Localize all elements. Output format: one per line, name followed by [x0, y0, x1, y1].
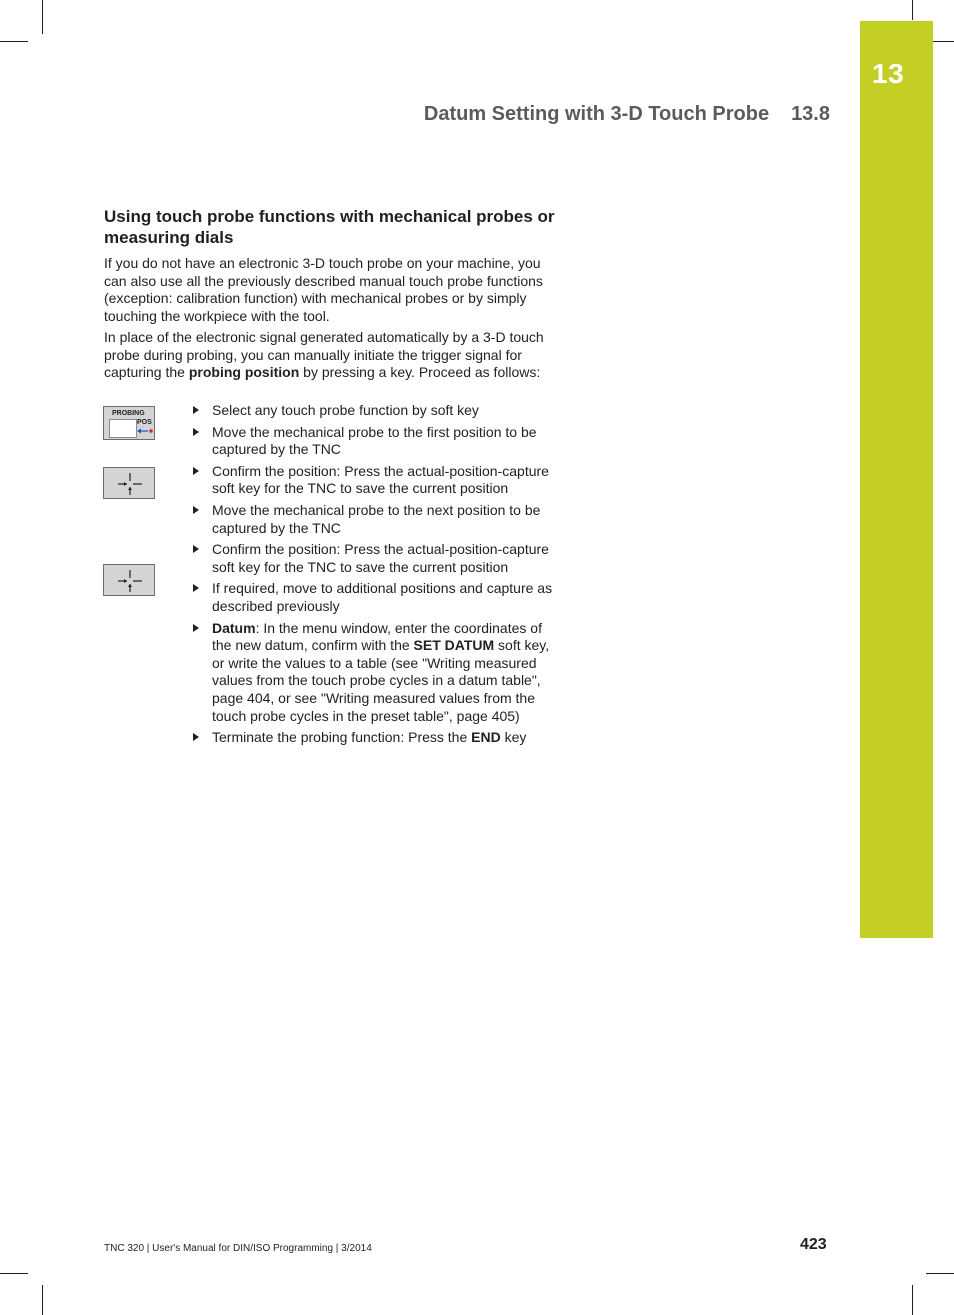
section-title: Using touch probe functions with mechanical probes or measuring dials — [104, 207, 555, 247]
capture-position-softkey — [103, 564, 155, 596]
crop-mark — [926, 1273, 954, 1274]
step-item: Select any touch probe function by soft key — [193, 402, 553, 420]
probing-box — [109, 419, 137, 438]
running-head-section: 13.8 — [791, 103, 830, 125]
probing-pos-icon — [136, 427, 154, 435]
actual-position-capture-icon — [104, 468, 156, 500]
bullet-triangle-icon — [193, 467, 199, 475]
key-name: END — [471, 729, 501, 746]
footer-text: TNC 320 | User's Manual for DIN/ISO Programming | 3/2014 — [104, 1243, 372, 1254]
bullet-triangle-icon — [193, 406, 199, 414]
running-head — [424, 103, 830, 126]
emphasis: probing position — [188, 364, 300, 381]
bullet-triangle-icon — [193, 506, 199, 514]
chapter-number: 13 — [872, 58, 905, 89]
actual-position-capture-icon — [104, 565, 156, 597]
key-name: Datum — [212, 619, 256, 636]
step-item: If required, move to additional positions and capture as described previously — [193, 580, 553, 615]
chapter-tab — [860, 21, 933, 938]
step-item: Terminate the probing function: Press the END key — [193, 729, 553, 747]
paragraph: In place of the electronic signal generated automatically by a 3-D touch probe during probing, you can manually initiate the trigger signal for capturing the probing position by pressing a key. Proceed as follows: — [104, 329, 544, 381]
step-item: Confirm the position: Press the actual-position-capture soft key for the TNC to save the current position — [193, 463, 553, 498]
softkey-name: SET DATUM — [413, 637, 495, 654]
crop-mark — [42, 1285, 43, 1315]
crop-mark — [912, 0, 913, 20]
crop-mark — [42, 0, 43, 34]
probing-label: PROBING — [112, 410, 145, 417]
page-number: 423 — [800, 1236, 827, 1253]
step-list — [193, 402, 553, 751]
bullet-triangle-icon — [193, 733, 199, 741]
bullet-triangle-icon — [193, 584, 199, 592]
bullet-triangle-icon — [193, 428, 199, 436]
step-item: Confirm the position: Press the actual-position-capture soft key for the TNC to save the current position — [193, 541, 553, 576]
probing-pos-softkey — [103, 406, 155, 440]
capture-position-softkey — [103, 467, 155, 499]
crop-mark — [912, 1285, 913, 1315]
bullet-triangle-icon — [193, 545, 199, 553]
paragraph: If you do not have an electronic 3-D touch probe on your machine, you can also use all the previously described manual touch probe functions (exception: calibration function) with mechanical probes or by simply touching the workpiece with the tool. — [104, 255, 543, 324]
bullet-triangle-icon — [193, 624, 199, 632]
crop-mark — [0, 1273, 28, 1274]
step-item: Move the mechanical probe to the first position to be captured by the TNC — [193, 424, 553, 459]
crop-mark — [0, 41, 28, 42]
step-item: Datum: In the menu window, enter the coordinates of the new datum, confirm with the SET DATUM soft key, or write the values to a table (see "Writing measured values from the touch probe cycles in a datum table", page 404, or see "Writing measured values from the touch probe cycles in the preset table", page 405) — [193, 620, 553, 726]
step-item: Move the mechanical probe to the next position to be captured by the TNC — [193, 502, 553, 537]
running-head-title: Datum Setting with 3-D Touch Probe — [423, 103, 770, 125]
pos-label: POS — [137, 419, 152, 426]
